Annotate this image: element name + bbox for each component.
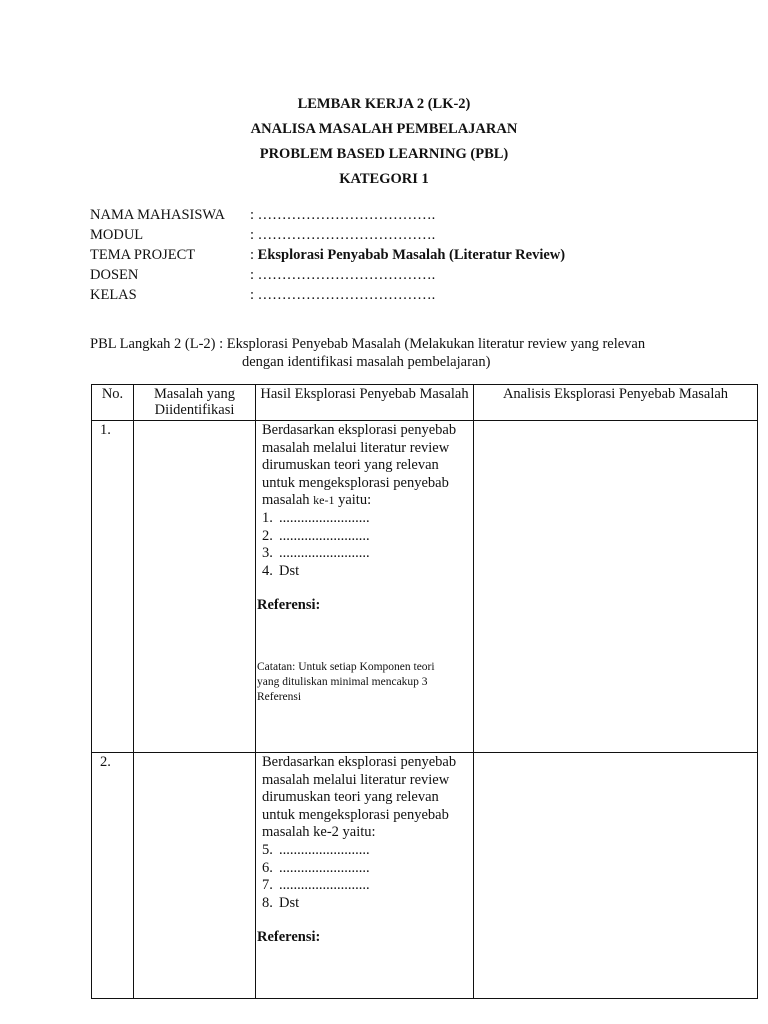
info-value — [250, 245, 565, 265]
list-item — [262, 528, 467, 546]
theory-list — [262, 842, 467, 912]
theory-list — [262, 510, 467, 580]
list-text: ......................... — [279, 527, 370, 544]
list-number: 3. — [262, 545, 273, 562]
list-number: 4. — [262, 562, 273, 579]
worksheet-category: KATEGORI 1 — [339, 171, 429, 187]
pbl-step-description — [90, 335, 730, 371]
info-label: DOSEN — [90, 267, 139, 283]
step-line-1: PBL Langkah 2 (L-2) : Eksplorasi Penyebab Masalah (Melakukan literatur review yang relevan — [90, 336, 646, 352]
info-row-nama — [90, 205, 565, 225]
table-header-row — [92, 385, 758, 421]
info-label: KELAS — [90, 287, 137, 303]
masalah-cell[interactable] — [134, 421, 256, 753]
header-hasil: Hasil Eksplorasi Penyebab Masalah — [256, 385, 474, 421]
row-number: 2. — [92, 753, 134, 999]
list-text: ......................... — [279, 877, 370, 894]
list-number: 5. — [262, 841, 273, 858]
title-block — [0, 92, 768, 192]
info-row-tema — [90, 245, 565, 265]
masalah-cell[interactable] — [134, 753, 256, 999]
list-item — [262, 842, 467, 860]
referensi-label: Referensi: — [257, 597, 321, 614]
table-row — [92, 421, 758, 753]
list-item — [262, 510, 467, 528]
list-text: ......................... — [279, 509, 370, 526]
info-row-dosen — [90, 265, 565, 285]
list-item — [262, 545, 467, 563]
header-masalah: Masalah yang Diidentifikasi — [134, 385, 256, 421]
list-item — [262, 895, 467, 913]
list-text: Dst — [279, 894, 300, 911]
list-text: ......................... — [279, 545, 370, 562]
info-row-modul — [90, 225, 565, 245]
info-row-kelas — [90, 285, 565, 305]
hasil-cell[interactable] — [256, 421, 474, 753]
list-number: 6. — [262, 859, 273, 876]
row-number: 1. — [92, 421, 134, 753]
referensi-label: Referensi: — [257, 929, 321, 946]
info-label: MODUL — [90, 227, 144, 243]
header-no: No. — [92, 385, 134, 421]
intro-text: Berdasarkan eksplorasi penyebab masalah melalui literatur review dirumuskan teori yang relevan untuk mengeksplorasi penyebab masalah — [262, 422, 457, 509]
hasil-intro — [262, 422, 467, 510]
info-label: NAMA MAHASISWA — [90, 207, 225, 223]
table-row — [92, 753, 758, 999]
info-value: : ………………………………. — [250, 267, 436, 283]
list-number: 8. — [262, 894, 273, 911]
list-item — [262, 563, 467, 581]
info-value: : ………………………………. — [250, 287, 436, 303]
step-line-2: dengan identifikasi masalah pembelajaran) — [242, 354, 491, 370]
analisis-cell[interactable] — [474, 753, 758, 999]
analisis-cell[interactable] — [474, 421, 758, 753]
list-item — [262, 877, 467, 895]
list-number: 1. — [262, 509, 273, 526]
hasil-intro: Berdasarkan eksplorasi penyebab masalah melalui literatur review dirumuskan teori yang relevan untuk mengeksplorasi penyebab masalah ke-2 yaitu: — [262, 754, 457, 841]
info-label: TEMA PROJECT — [90, 247, 196, 263]
worksheet-title: LEMBAR KERJA 2 (LK-2) — [297, 96, 471, 112]
intro-small: ke-1 — [313, 493, 335, 508]
worksheet-method: PROBLEM BASED LEARNING (PBL) — [259, 146, 509, 162]
list-number: 2. — [262, 527, 273, 544]
analysis-table — [91, 384, 758, 999]
hasil-cell[interactable] — [256, 753, 474, 999]
project-theme: Eksplorasi Penyabab Masalah (Literatur Review) — [257, 247, 566, 263]
list-text: Dst — [279, 562, 300, 579]
list-number: 7. — [262, 877, 273, 894]
info-value: : ………………………………. — [250, 227, 436, 243]
catatan-note: Catatan: Untuk setiap Komponen teori yang dituliskan minimal mencakup 3 Referensi — [257, 660, 435, 703]
worksheet-subtitle: ANALISA MASALAH PEMBELAJARAN — [250, 121, 518, 137]
list-item — [262, 860, 467, 878]
info-value: : ………………………………. — [250, 207, 436, 223]
list-text: ......................... — [279, 859, 370, 876]
student-info — [90, 205, 565, 305]
list-text: ......................... — [279, 841, 370, 858]
header-analisis: Analisis Eksplorasi Penyebab Masalah — [474, 385, 758, 421]
intro-end: yaitu: — [334, 492, 372, 509]
info-value-prefix: : — [250, 247, 258, 263]
